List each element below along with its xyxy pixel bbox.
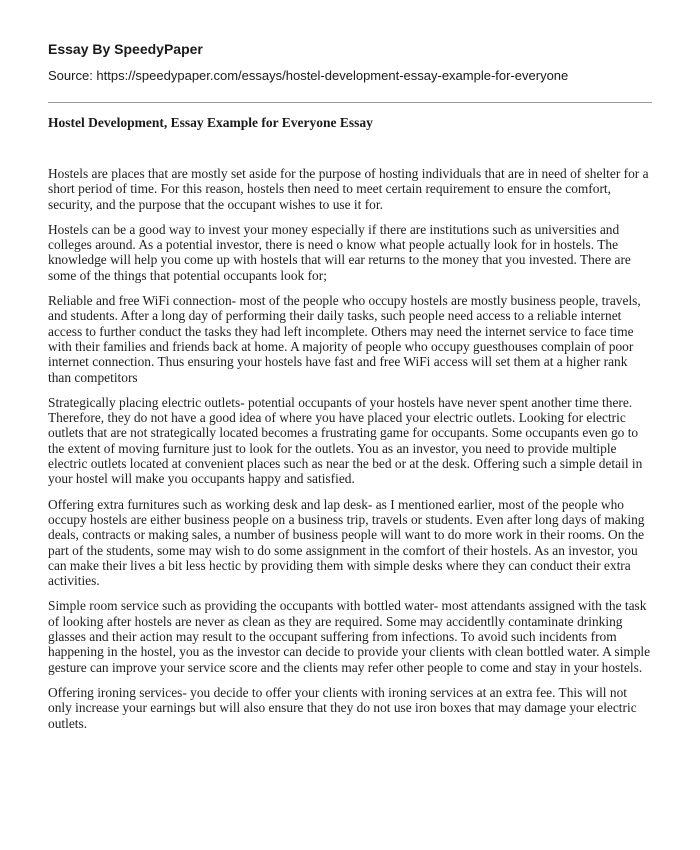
paragraph-room-service: Simple room service such as providing the occupants with bottled water- most attendants assigned with the task of looking after hostels are never as clean as they are required. Some may accidentlly contaminate drinking glasses and their action may result to the occupant suffering from infections. To avoid such incidents from happening in the hostel, you as the investor can decide to provide your clients with clean bottled water. A simple gesture can improve your service score and the clients may refer other people to come and stay in your hostels.: [48, 598, 651, 675]
source-line: Source: https://speedypaper.com/essays/hostel-development-essay-example-for-everyone: [48, 68, 569, 83]
paragraph-ironing: Offering ironing services- you decide to offer your clients with ironing services at an extra fee. This will not only increase your earnings but will also ensure that they do not use iron boxes that may damage your electric outlets.: [48, 684, 637, 731]
paragraph-investment: Hostels can be a good way to invest your money especially if there are institutions such as universities and colleges around. As a potential investor, there is need o know what people actually look for in hostels. The knowledge will help you come up with hostels that will ear returns to the money that you invested. There are some of the things that potential occupants look for;: [48, 221, 631, 283]
header-divider: [48, 102, 652, 103]
brand-heading: Essay By SpeedyPaper: [48, 41, 203, 57]
paragraph-intro: Hostels are places that are mostly set aside for the purpose of hosting individuals that are in need of shelter for a short period of time. For this reason, hostels then need to meet certain requirement to ensure the comfort, security, and the purpose that the occupant wishes to use it for.: [48, 166, 649, 212]
paragraph-outlets: Strategically placing electric outlets- potential occupants of your hostels have never spent another time there. Therefore, they do not have a good idea of where you have placed your electric outlets. Looking for electric outlets that are not strategically located becomes a frustrating game for occupants. Some occupants even go to the extent of moving furniture just to look for the outlets. You as an investor, you need to provide multiple electric outlets located at convenient places such as near the bed or at the desk. Offering such a simple detail in your hostel will make you occupants happy and satisfied.: [48, 394, 643, 487]
paragraph-furniture: Offering extra furnitures such as working desk and lap desk- as I mentioned earlier, most of the people who occupy hostels are either business people on a business trip, travels or students. Even after long days of making deals, contracts or making sales, a number of business people will want to do more work in their rooms. On the part of the students, some may wish to do some assignment in the comfort of their hostels. As an investor, you can make their lives a bit less hectic by providing them with simple desks where they can conduct their extra activities.: [48, 496, 645, 589]
paragraph-wifi: Reliable and free WiFi connection- most of the people who occupy hostels are mostly business people, travels, and students. After a long day of performing their daily tasks, such people need access to a reliable internet access to further conduct the tasks they had left incomplete. Others may need the internet service to face time with their families and friends back at home. A majority of people who occupy guesthouses complain of poor internet connection. Thus ensuring your hostels have fast and free WiFi access will set them at a higher rank than competitors: [48, 293, 641, 385]
essay-title: Hostel Development, Essay Example for Everyone Essay: [48, 115, 373, 130]
essay-body: [48, 166, 652, 731]
